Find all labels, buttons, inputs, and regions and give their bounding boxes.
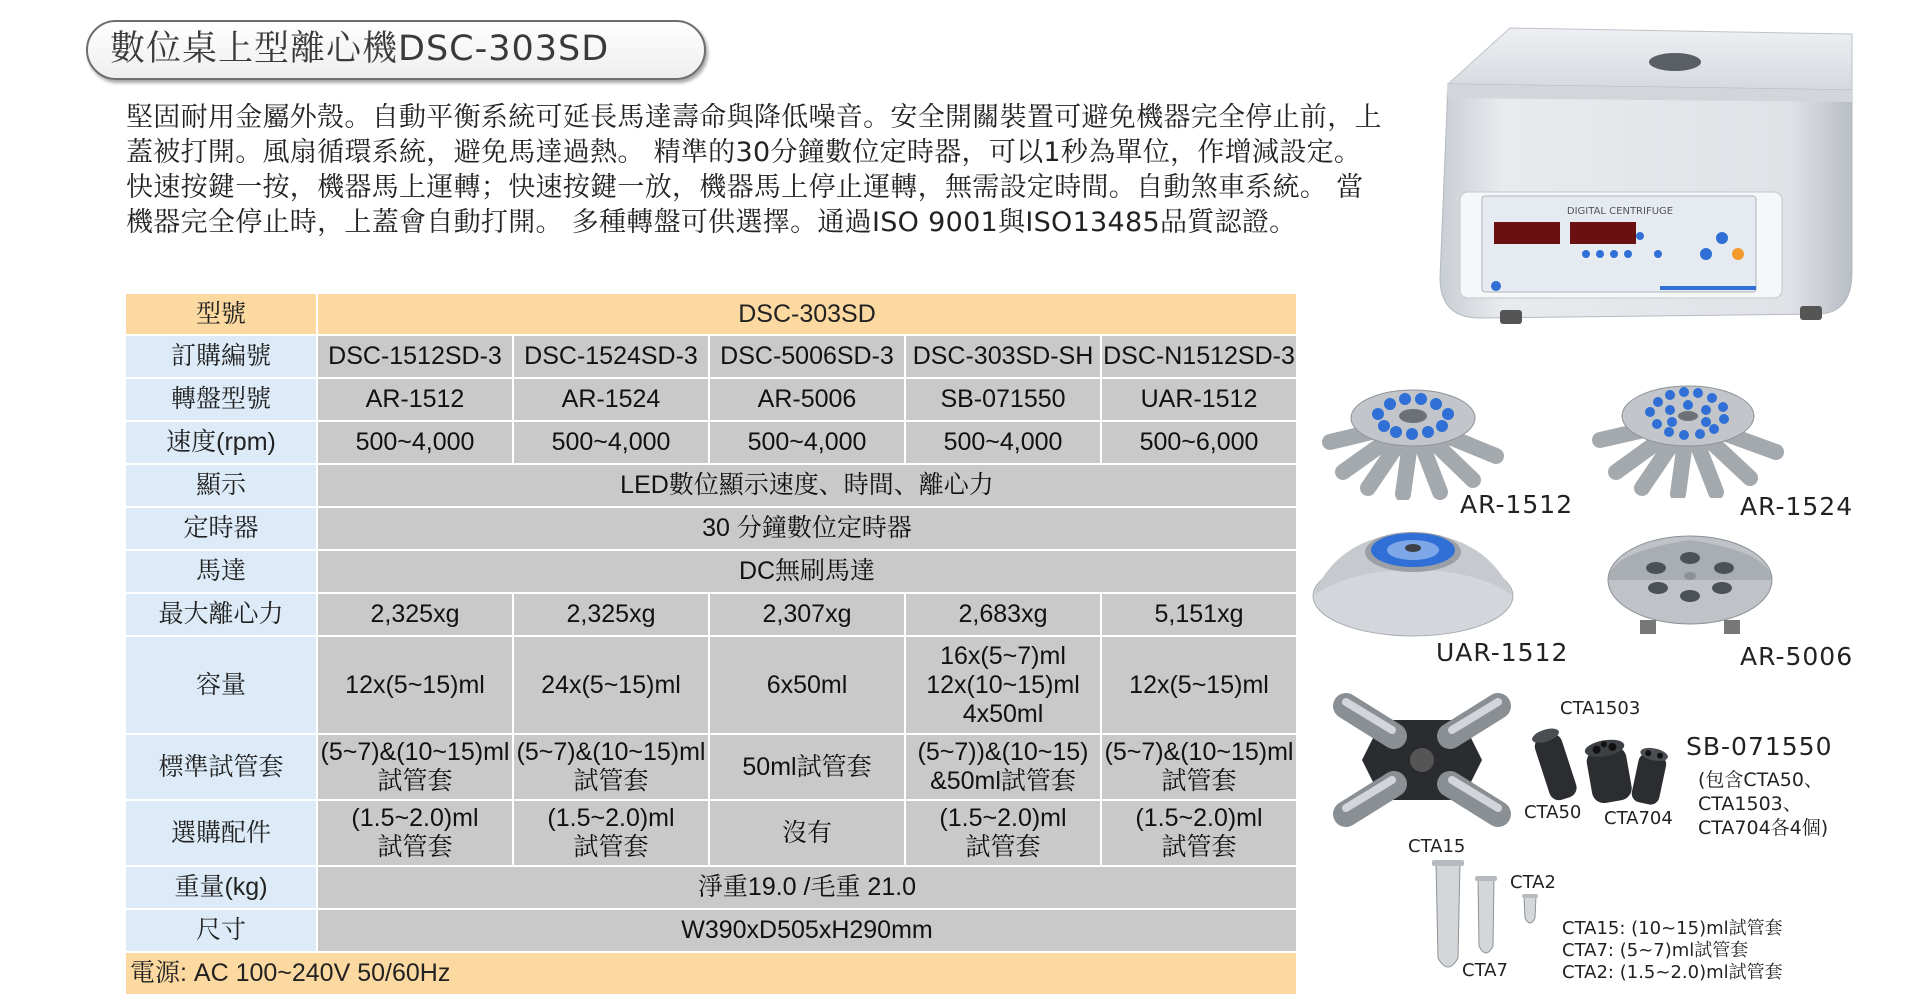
cell-adapter-3: 50ml試管套 xyxy=(709,734,905,800)
cell-order-4: DSC-303SD-SH xyxy=(905,335,1101,378)
label-rotor: 轉盤型號 xyxy=(125,378,317,421)
cta15-label: CTA15 xyxy=(1408,836,1466,857)
cell-rcf-1: 2,325xg xyxy=(317,593,513,636)
cell-capacity-1: 12x(5~15)ml xyxy=(317,636,513,734)
label-speed: 速度(rpm) xyxy=(125,421,317,464)
cell-option-1 xyxy=(317,800,513,866)
spec-table xyxy=(124,292,1298,996)
adapter-line: (5~7)&(10~15)ml xyxy=(1104,738,1294,766)
tube-note-line: CTA7: (5~7)ml試管套 xyxy=(1562,940,1749,961)
option-line: (1.5~2.0)ml xyxy=(1135,804,1263,832)
rotor-uar1512-image xyxy=(1308,510,1518,640)
row-display xyxy=(125,464,1297,507)
label-order-number: 訂購編號 xyxy=(125,335,317,378)
cell-option-4 xyxy=(905,800,1101,866)
cell-adapter-1 xyxy=(317,734,513,800)
value-motor: DC無刷馬達 xyxy=(317,550,1297,593)
value-power: 電源: AC 100~240V 50/60Hz xyxy=(125,952,1297,995)
cta7-label: CTA7 xyxy=(1462,960,1508,981)
cell-rotor-4: SB-071550 xyxy=(905,378,1101,421)
option-line: 試管套 xyxy=(965,833,1041,861)
cell-speed-1: 500~4,000 xyxy=(317,421,513,464)
cell-speed-3: 500~4,000 xyxy=(709,421,905,464)
panel-label: DIGITAL CENTRIFUGE xyxy=(1566,206,1674,217)
label-max-rcf: 最大離心力 xyxy=(125,593,317,636)
sb-note-line: CTA704各4個) xyxy=(1698,817,1829,839)
cell-option-3: 沒有 xyxy=(709,800,905,866)
rotor-sb071550-image xyxy=(1322,680,1522,840)
cell-adapter-5 xyxy=(1101,734,1297,800)
row-weight xyxy=(125,866,1297,909)
row-motor xyxy=(125,550,1297,593)
label-model: 型號 xyxy=(125,293,317,335)
cta2-label: CTA2 xyxy=(1510,872,1556,893)
cell-capacity-3: 6x50ml xyxy=(709,636,905,734)
product-description: 堅固耐用金屬外殼。自動平衡系統可延長馬達壽命與降低噪音。安全開關裝置可避免機器完全停止前，上蓋被打開。風扇循環系統，避免馬達過熱。 精準的30分鐘數位定時器，可以1秒為單位，作增減設定。 快速按鍵一按，機器馬上運轉；快速按鍵一放，機器馬上停止運轉，無需設定時間。自動煞車系統。 當機器完全停止時，上蓋會自動打開。 多種轉盤可供選擇。通過ISO 9001與ISO13485品質認證。 xyxy=(126,102,1382,238)
adapter-line: (5~7)&(10~15)ml xyxy=(516,738,706,766)
rotor-ar1524-image xyxy=(1578,368,1798,498)
rotor-ar5006-label: AR-5006 xyxy=(1740,642,1854,671)
cell-order-2: DSC-1524SD-3 xyxy=(513,335,709,378)
tube-note-line: CTA2: (1.5~2.0)ml試管套 xyxy=(1562,962,1783,983)
value-size: W390xD505xH290mm xyxy=(317,909,1297,952)
value-display: LED數位顯示速度、時間、離心力 xyxy=(317,464,1297,507)
cell-order-1: DSC-1512SD-3 xyxy=(317,335,513,378)
cell-capacity-5: 12x(5~15)ml xyxy=(1101,636,1297,734)
row-speed xyxy=(125,421,1297,464)
cell-option-2 xyxy=(513,800,709,866)
cell-rcf-3: 2,307xg xyxy=(709,593,905,636)
tube-notes xyxy=(1562,918,1783,984)
rotor-uar1512-label: UAR-1512 xyxy=(1436,638,1569,667)
value-timer: 30 分鐘數位定時器 xyxy=(317,507,1297,550)
sb-note-line: (包含CTA50、 xyxy=(1698,769,1823,791)
row-timer xyxy=(125,507,1297,550)
row-std-adapter xyxy=(125,734,1297,800)
cell-adapter-4 xyxy=(905,734,1101,800)
value-model: DSC-303SD xyxy=(317,293,1297,335)
adapter-line: (5~7)&(10~15)ml xyxy=(320,738,510,766)
row-max-rcf xyxy=(125,593,1297,636)
cell-speed-5: 500~6,000 xyxy=(1101,421,1297,464)
cell-rcf-4: 2,683xg xyxy=(905,593,1101,636)
cell-rcf-2: 2,325xg xyxy=(513,593,709,636)
option-line: (1.5~2.0)ml xyxy=(547,804,675,832)
cell-rotor-3: AR-5006 xyxy=(709,378,905,421)
row-model xyxy=(125,293,1297,335)
cell-rotor-5: UAR-1512 xyxy=(1101,378,1297,421)
cell-rotor-2: AR-1524 xyxy=(513,378,709,421)
label-weight: 重量(kg) xyxy=(125,866,317,909)
adapter-line: &50ml試管套 xyxy=(930,767,1076,795)
centrifuge-device-image xyxy=(1400,22,1860,332)
row-power xyxy=(125,952,1297,995)
label-motor: 馬達 xyxy=(125,550,317,593)
sb071550-note xyxy=(1698,768,1828,840)
label-timer: 定時器 xyxy=(125,507,317,550)
cell-option-5 xyxy=(1101,800,1297,866)
label-std-adapter: 標準試管套 xyxy=(125,734,317,800)
value-weight: 淨重19.0 /毛重 21.0 xyxy=(317,866,1297,909)
option-line: (1.5~2.0)ml xyxy=(351,804,479,832)
cell-capacity-4 xyxy=(905,636,1101,734)
cta704-label: CTA704 xyxy=(1604,808,1673,829)
label-options: 選購配件 xyxy=(125,800,317,866)
cell-order-3: DSC-5006SD-3 xyxy=(709,335,905,378)
capacity-line: 16x(5~7)ml xyxy=(940,641,1066,670)
capacity-line: 4x50ml xyxy=(962,699,1044,728)
option-line: 試管套 xyxy=(573,833,649,861)
rotor-ar1512-label: AR-1512 xyxy=(1460,490,1574,519)
cell-rcf-5: 5,151xg xyxy=(1101,593,1297,636)
row-order-number xyxy=(125,335,1297,378)
rotor-ar1524-label: AR-1524 xyxy=(1740,492,1854,521)
adapter-line: 試管套 xyxy=(573,767,649,795)
page-title: 數位桌上型離心機DSC-303SD xyxy=(110,29,610,69)
cell-adapter-2 xyxy=(513,734,709,800)
rotor-sb071550-label: SB-071550 xyxy=(1686,732,1833,761)
adapter-line: 試管套 xyxy=(1161,767,1237,795)
option-line: (1.5~2.0)ml xyxy=(939,804,1067,832)
rotor-ar1512-image xyxy=(1308,370,1518,500)
adapter-line: 試管套 xyxy=(377,767,453,795)
cell-speed-4: 500~4,000 xyxy=(905,421,1101,464)
rotor-ar5006-image xyxy=(1600,512,1780,642)
cta1503-label: CTA1503 xyxy=(1560,698,1641,719)
row-rotor xyxy=(125,378,1297,421)
tube-note-line: CTA15: (10~15)ml試管套 xyxy=(1562,918,1783,939)
option-line: 試管套 xyxy=(377,833,453,861)
cell-speed-2: 500~4,000 xyxy=(513,421,709,464)
option-line: 試管套 xyxy=(1161,833,1237,861)
label-display: 顯示 xyxy=(125,464,317,507)
cta50-label: CTA50 xyxy=(1524,802,1582,823)
cell-capacity-2: 24x(5~15)ml xyxy=(513,636,709,734)
row-capacity xyxy=(125,636,1297,734)
label-size: 尺寸 xyxy=(125,909,317,952)
cell-order-5: DSC-N1512SD-3 xyxy=(1101,335,1297,378)
label-capacity: 容量 xyxy=(125,636,317,734)
sb-note-line: CTA1503、 xyxy=(1698,793,1802,815)
adapter-line: (5~7))&(10~15) xyxy=(917,738,1089,766)
cell-rotor-1: AR-1512 xyxy=(317,378,513,421)
row-size xyxy=(125,909,1297,952)
capacity-line: 12x(10~15)ml xyxy=(926,670,1080,699)
adapters-cta-image xyxy=(1520,718,1670,814)
row-options xyxy=(125,800,1297,866)
